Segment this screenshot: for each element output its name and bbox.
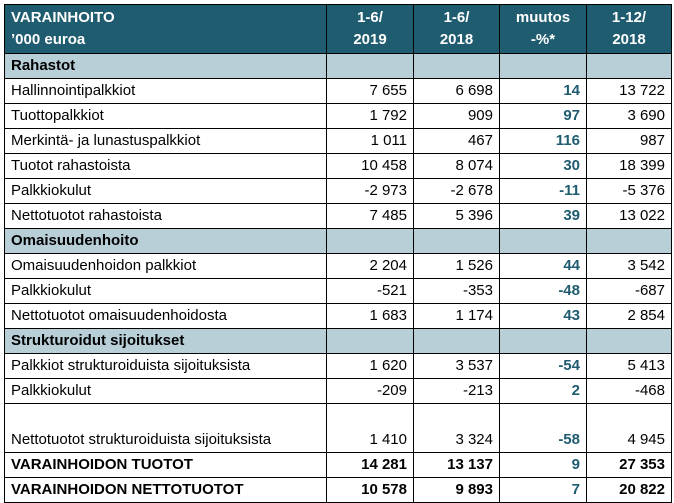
value-2019: 2 204 (327, 254, 414, 279)
value-2019: 10 458 (327, 154, 414, 179)
section-title: Omaisuudenhoito (5, 229, 327, 254)
value-fy2018: 13 022 (587, 204, 672, 229)
value-2018: -353 (414, 279, 500, 304)
row-label: Hallinnointipalkkiot (5, 79, 327, 104)
value-fy2018: -5 376 (587, 179, 672, 204)
value-2019: 1 410 (327, 404, 414, 453)
total-row (5, 453, 672, 478)
table-row (5, 404, 672, 453)
value-change: 97 (500, 104, 587, 129)
row-label: Nettotuotot omaisuudenhoidosta (5, 304, 327, 329)
value-change: 9 (500, 453, 587, 478)
value-2019: 7 655 (327, 79, 414, 104)
section-row-omaisuudenhoito (5, 229, 672, 254)
value-2018: 3 537 (414, 354, 500, 379)
value-fy2018: 20 822 (587, 478, 672, 503)
header-col-line1: muutos (515, 9, 571, 26)
value-2018: 5 396 (414, 204, 500, 229)
total-label: VARAINHOIDON NETTOTUOTOT (5, 478, 327, 503)
row-label: Palkkiokulut (5, 379, 327, 404)
section-title: Strukturoidut sijoitukset (5, 329, 327, 354)
section-cell (327, 229, 414, 254)
section-cell (500, 54, 587, 79)
header-col-line1: 1-12/ (611, 9, 647, 26)
value-2019: 1 792 (327, 104, 414, 129)
value-change: 44 (500, 254, 587, 279)
row-label: Merkintä- ja lunastuspalkkiot (5, 129, 327, 154)
value-2019: 7 485 (327, 204, 414, 229)
header-col-line2: 2018 (612, 31, 646, 48)
table-row (5, 129, 672, 154)
value-2018: 13 137 (414, 453, 500, 478)
value-2018: 909 (414, 104, 500, 129)
value-2019: -209 (327, 379, 414, 404)
value-change: -11 (500, 179, 587, 204)
table-row (5, 204, 672, 229)
value-fy2018: 987 (587, 129, 672, 154)
header-title-line1: VARAINHOITO (11, 9, 115, 26)
table-row (5, 304, 672, 329)
header-col-line2: -%* (530, 31, 556, 48)
value-fy2018: 2 854 (587, 304, 672, 329)
row-label: Nettotuotot rahastoista (5, 204, 327, 229)
table-row (5, 354, 672, 379)
value-change: 7 (500, 478, 587, 503)
section-cell (500, 229, 587, 254)
value-change: -54 (500, 354, 587, 379)
section-cell (414, 329, 500, 354)
value-fy2018: -687 (587, 279, 672, 304)
value-change: 30 (500, 154, 587, 179)
value-change: 2 (500, 379, 587, 404)
row-label: Palkkiokulut (5, 279, 327, 304)
value-change: 116 (500, 129, 587, 154)
table-row (5, 79, 672, 104)
value-2019: 10 578 (327, 478, 414, 503)
value-fy2018: 3 542 (587, 254, 672, 279)
value-change: 39 (500, 204, 587, 229)
value-change: -48 (500, 279, 587, 304)
header-col-line2: 2019 (353, 31, 387, 48)
value-fy2018: 3 690 (587, 104, 672, 129)
header-title-line2: ’000 euroa (11, 31, 86, 48)
value-2019: 1 011 (327, 129, 414, 154)
value-fy2018: 4 945 (587, 404, 672, 453)
section-cell (587, 329, 672, 354)
table-row (5, 154, 672, 179)
table-row (5, 279, 672, 304)
value-2018: 1 526 (414, 254, 500, 279)
value-fy2018: -468 (587, 379, 672, 404)
section-cell (587, 229, 672, 254)
total-row (5, 478, 672, 503)
value-2018: 3 324 (414, 404, 500, 453)
value-2019: -521 (327, 279, 414, 304)
table-row (5, 104, 672, 129)
section-cell (327, 329, 414, 354)
total-label: VARAINHOIDON TUOTOT (5, 453, 327, 478)
section-cell (327, 54, 414, 79)
table-row (5, 379, 672, 404)
value-2019: 1 620 (327, 354, 414, 379)
value-change: 14 (500, 79, 587, 104)
section-row-strukturoidut (5, 329, 672, 354)
header-title (5, 5, 327, 54)
value-2019: 1 683 (327, 304, 414, 329)
header-row (5, 5, 672, 54)
section-cell (414, 229, 500, 254)
row-label: Omaisuudenhoidon palkkiot (5, 254, 327, 279)
value-fy2018: 27 353 (587, 453, 672, 478)
value-2019: -2 973 (327, 179, 414, 204)
header-col-line1: 1-6/ (357, 9, 383, 26)
section-row-rahastot (5, 54, 672, 79)
header-col-fy-2018 (587, 5, 672, 54)
value-fy2018: 5 413 (587, 354, 672, 379)
section-cell (587, 54, 672, 79)
section-cell (414, 54, 500, 79)
row-label: Tuotot rahastoista (5, 154, 327, 179)
section-cell (500, 329, 587, 354)
value-2018: 8 074 (414, 154, 500, 179)
value-change: 43 (500, 304, 587, 329)
value-change: -58 (500, 404, 587, 453)
header-col-h1-2019 (327, 5, 414, 54)
header-col-line2: 2018 (439, 31, 474, 48)
value-2018: 467 (414, 129, 500, 154)
value-2018: -213 (414, 379, 500, 404)
value-fy2018: 18 399 (587, 154, 672, 179)
header-col-line1: 1-6/ (443, 9, 470, 26)
value-2018: 6 698 (414, 79, 500, 104)
row-label: Tuottopalkkiot (5, 104, 327, 129)
section-title: Rahastot (5, 54, 327, 79)
value-2018: 1 174 (414, 304, 500, 329)
value-2019: 14 281 (327, 453, 414, 478)
header-col-change (500, 5, 587, 54)
table-container (4, 4, 672, 503)
row-label: Nettotuotot strukturoiduista sijoituksista (5, 404, 327, 453)
value-fy2018: 13 722 (587, 79, 672, 104)
row-label: Palkkiokulut (5, 179, 327, 204)
header-col-h1-2018 (414, 5, 500, 54)
asset-management-table (4, 4, 672, 503)
table-row (5, 179, 672, 204)
value-2018: -2 678 (414, 179, 500, 204)
value-2018: 9 893 (414, 478, 500, 503)
row-label: Palkkiot strukturoiduista sijoituksista (5, 354, 327, 379)
table-row (5, 254, 672, 279)
